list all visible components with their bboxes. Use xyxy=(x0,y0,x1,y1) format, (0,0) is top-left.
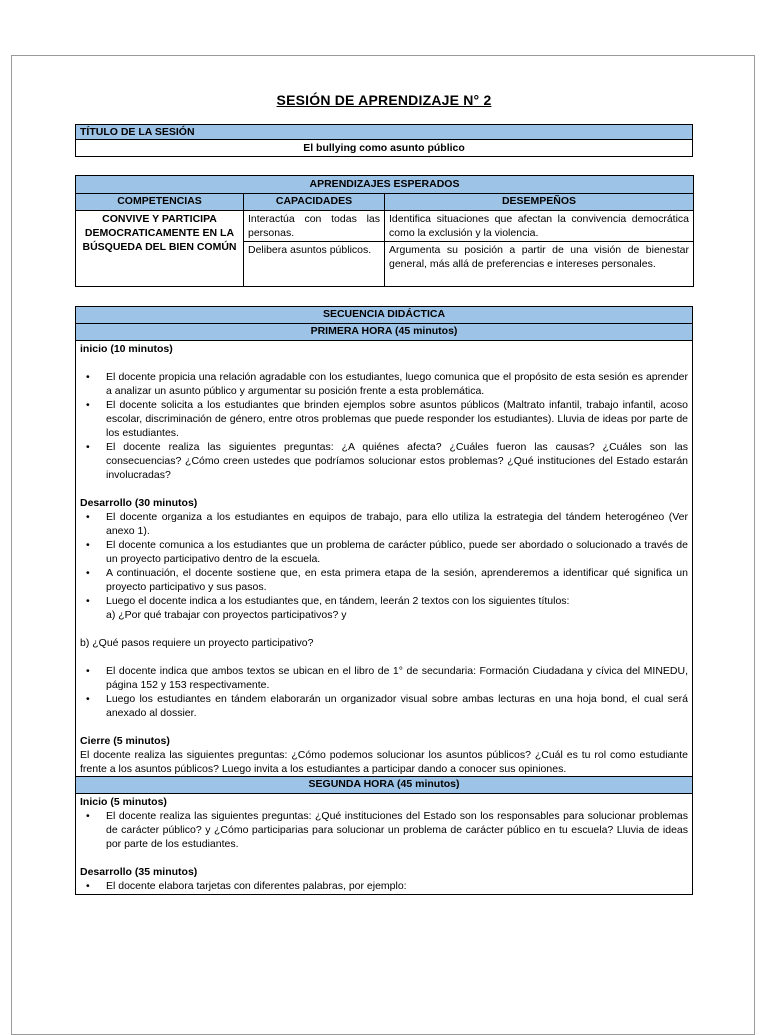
list-item: • El docente organiza a los estudiantes en equipos de trabajo, para ello utiliza la estrategia del tándem heterogéneo (Ver anexo 1). xyxy=(80,510,688,538)
session-title-label: TÍTULO DE LA SESIÓN xyxy=(76,125,693,140)
first-hour-cierre-text: El docente realiza las siguientes preguntas: ¿Cómo podemos solucionar los asuntos públicos? ¿Cuál es tu rol como estudiante frente a los asuntos públicos? Luego invita a los estudiantes a participar dando a conocer sus opiniones. xyxy=(80,749,688,775)
list-item: • El docente indica que ambos textos se ubican en el libro de 1° de secundaria: Formación Ciudadana y cívica del MINEDU, página 152 y 153 respectivamente. xyxy=(80,664,688,692)
second-hour-header: SEGUNDA HORA (45 minutos) xyxy=(76,777,693,794)
first-hour-desarrollo-list-2 xyxy=(80,664,688,720)
didactic-sequence-table xyxy=(75,306,693,895)
first-hour-header: PRIMERA HORA (45 minutos) xyxy=(76,324,693,341)
sub-item-a: a) ¿Por qué trabajar con proyectos participativos? y xyxy=(106,609,347,621)
list-item: • El docente comunica a los estudiantes que un problema de carácter público, puede ser abordado o solucionado a través de un proyecto participativo dentro de la escuela. xyxy=(80,538,688,566)
competence-cell: CONVIVE Y PARTICIPA DEMOCRATICAMENTE EN LA BÚSQUEDA DEL BIEN COMÚN xyxy=(76,211,244,287)
second-hour-desarrollo-list xyxy=(80,879,688,893)
col-competencias: COMPETENCIAS xyxy=(76,194,244,211)
list-item: • Luego el docente indica a los estudiantes que, en tándem, leerán 2 textos con los siguientes títulos: xyxy=(80,594,688,608)
sequence-header: SECUENCIA DIDÁCTICA xyxy=(76,307,693,324)
performance-2: Argumenta su posición a partir de una visión de bienestar general, más allá de preferencias e intereses personales. xyxy=(385,242,694,287)
second-hour-inicio-list xyxy=(80,809,688,851)
list-item: • Luego los estudiantes en tándem elaborarán un organizador visual sobre ambas lecturas en una hoja bond, el cual será anexado al dossier. xyxy=(80,692,688,720)
document-title: SESIÓN DE APRENDIZAJE N° 2 xyxy=(276,92,492,108)
list-item: • El docente realiza las siguientes preguntas: ¿Qué instituciones del Estado son los responsables para solucionar problemas de carácter público? y ¿Cómo participarias para solucionar un problema de carácter público en tu escuela? Lluvia de ideas por parte de los estudiantes. xyxy=(80,809,688,851)
col-desempenos: DESEMPEÑOS xyxy=(385,194,694,211)
col-capacidades: CAPACIDADES xyxy=(244,194,385,211)
list-item: • El docente solicita a los estudiantes que brinden ejemplos sobre asuntos públicos (Maltrato infantil, trabajo infantil, acoso escolar, discriminación de género, entre otros problemas que puede responder los estudiantes). Lluvia de ideas por parte de los estudiantes. xyxy=(80,398,688,440)
first-hour-inicio-list xyxy=(80,370,688,482)
performance-1: Identifica situaciones que afectan la convivencia democrática como la exclusión y la violencia. xyxy=(385,211,694,242)
first-hour-cierre-title: Cierre (5 minutos) xyxy=(80,735,170,747)
session-title-table xyxy=(75,124,693,157)
second-hour-inicio-title: Inicio (5 minutos) xyxy=(80,796,167,808)
second-hour-desarrollo-title: Desarrollo (35 minutos) xyxy=(80,866,198,878)
list-item: • El docente propicia una relación agradable con los estudiantes, luego comunica que el propósito de esta sesión es aprender a analizar un asunto público y argumentar su posición frente a esta problemática. xyxy=(80,370,688,398)
sub-item-b: b) ¿Qué pasos requiere un proyecto participativo? xyxy=(80,637,314,649)
expected-learnings-header: APRENDIZAJES ESPERADOS xyxy=(76,176,694,194)
list-item: • El docente realiza las siguientes preguntas: ¿A quiénes afecta? ¿Cuáles fueron las causas? ¿Cuáles son las consecuencias? ¿Cómo creen ustedes que podríamos solucionar estos problemas? ¿Qué instituciones del Estado estarán involucradas? xyxy=(80,440,688,482)
capacity-1: Interactúa con todas las personas. xyxy=(244,211,385,242)
first-hour-content xyxy=(76,341,693,777)
session-title-value: El bullying como asunto público xyxy=(76,140,693,157)
list-item: • A continuación, el docente sostiene que, en esta primera etapa de la sesión, aprenderemos a identificar qué significa un proyecto participativo y sus pasos. xyxy=(80,566,688,594)
second-hour-content xyxy=(76,794,693,895)
first-hour-desarrollo-title: Desarrollo (30 minutos) xyxy=(80,497,198,509)
first-hour-inicio-title: inicio (10 minutos) xyxy=(80,343,173,355)
list-item: • El docente elabora tarjetas con diferentes palabras, por ejemplo: xyxy=(80,879,688,893)
first-hour-desarrollo-list xyxy=(80,510,688,608)
capacity-2: Delibera asuntos públicos. xyxy=(244,242,385,287)
expected-learnings-table xyxy=(75,175,694,287)
